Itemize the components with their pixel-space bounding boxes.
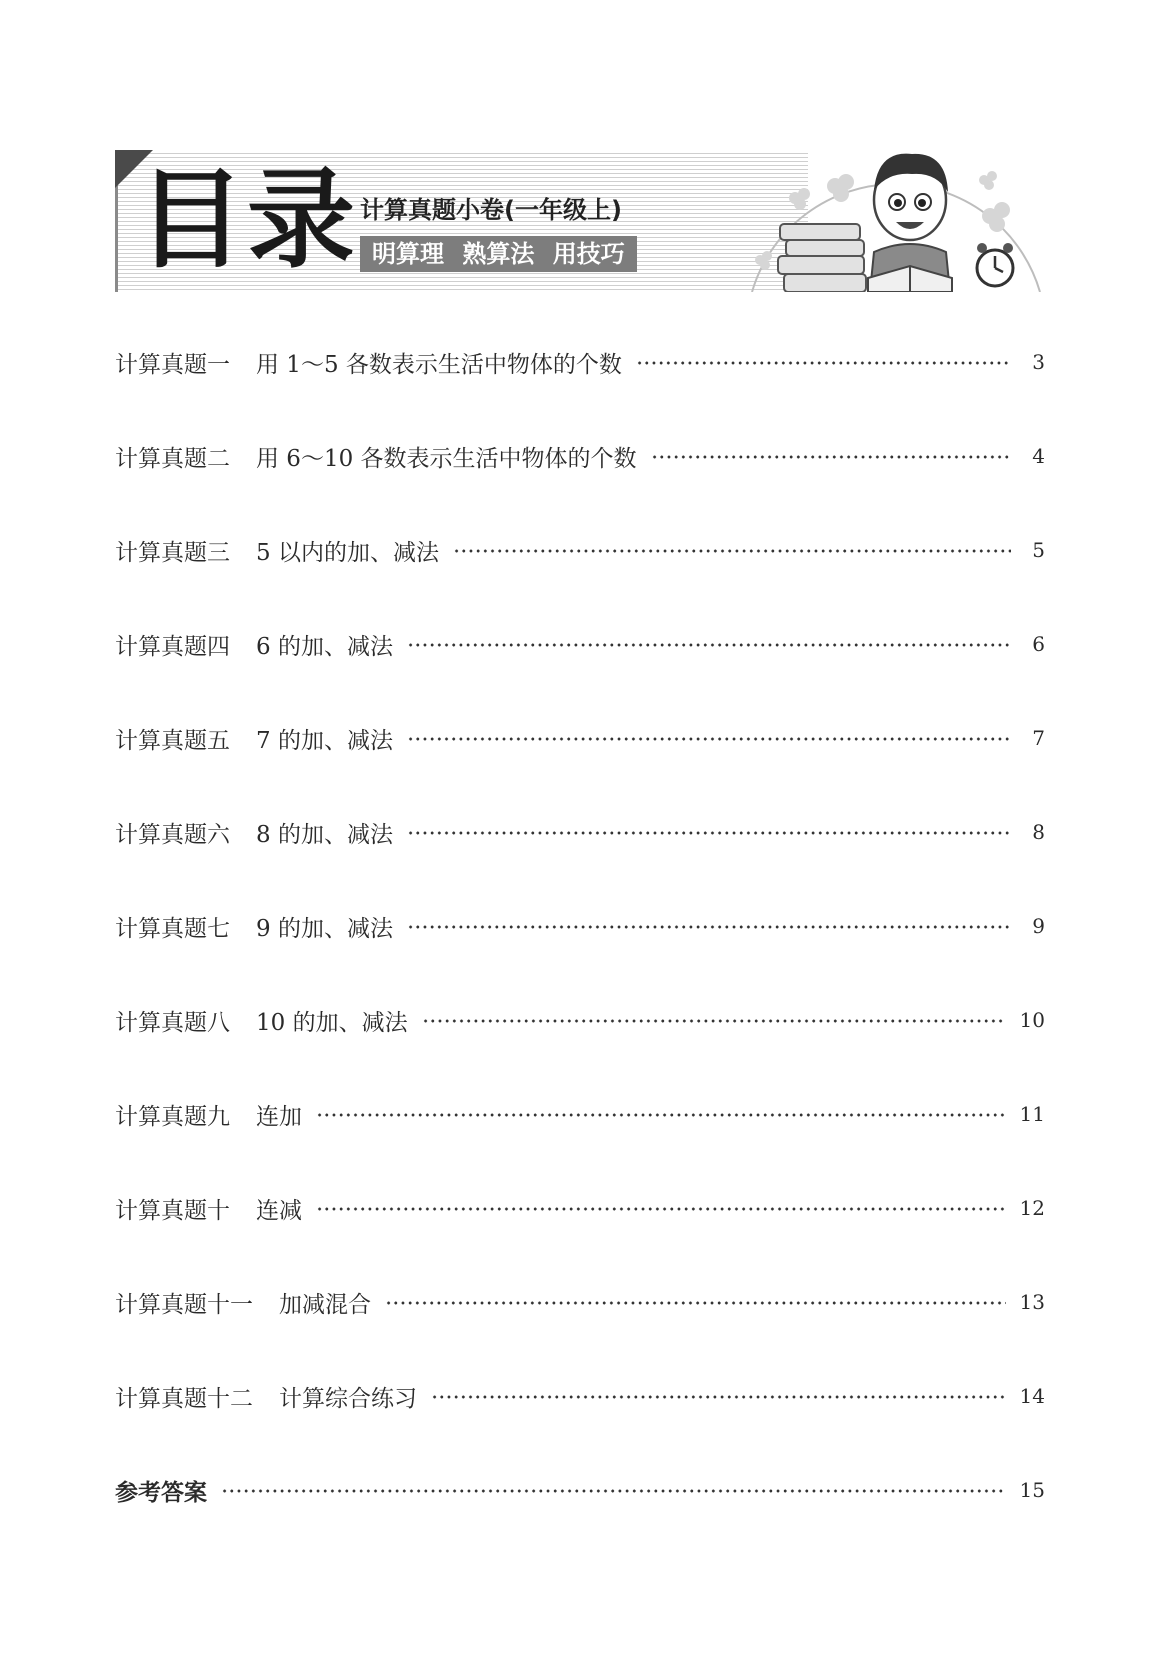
toc-label: 计算真题十 [115,1197,230,1224]
toc-leader-dots [407,831,1011,835]
toc-page-number: 13 [1019,1290,1045,1314]
toc-title: 连减 [256,1197,302,1224]
book-stack-icon [778,224,866,292]
toc-label: 计算真题四 [115,633,230,660]
toc-page-number: 10 [1019,1008,1045,1032]
toc-leader-dots [407,643,1011,647]
toc-entry[interactable] [115,1000,1045,1040]
toc-title: 8 的加、减法 [256,821,393,848]
toc-title: 10 的加、减法 [256,1009,408,1036]
toc-title: 6 的加、减法 [256,633,393,660]
toc-label: 计算真题六 [115,821,230,848]
boy-icon [868,154,952,292]
boy-reading-illustration [740,128,1045,292]
toc-entry[interactable] [115,342,1045,382]
toc-leader-dots [407,925,1011,929]
toc-label: 计算真题十二 [115,1385,253,1412]
toc-leader-dots [316,1207,1006,1211]
toc-label: 计算真题九 [115,1103,230,1130]
toc-title: 加减混合 [279,1291,371,1318]
toc-page-number: 4 [1032,444,1045,468]
toc-entry[interactable] [115,1094,1045,1134]
toc-title: 计算综合练习 [279,1385,417,1412]
toc-label: 参考答案 [115,1478,207,1506]
toc-leader-dots [636,361,1011,365]
toc-leader-dots [385,1301,1006,1305]
toc-entry-answers[interactable] [115,1470,1045,1510]
toc-page-number: 15 [1019,1478,1045,1502]
toc-entry[interactable] [115,1188,1045,1228]
toc-page-number: 3 [1032,350,1045,374]
toc-entry[interactable] [115,812,1045,852]
toc-label: 计算真题五 [115,727,230,754]
toc-label: 计算真题二 [115,445,230,472]
toc-title: 9 的加、减法 [256,915,393,942]
toc-label: 计算真题七 [115,915,230,942]
toc-leader-dots [221,1489,1006,1493]
toc-entry[interactable] [115,718,1045,758]
toc-entry[interactable] [115,436,1045,476]
toc-title: 连加 [256,1103,302,1130]
toc-leader-dots [422,1019,1006,1023]
toc-title: 7 的加、减法 [256,727,393,754]
toc-label: 计算真题三 [115,539,230,566]
toc-label: 计算真题十一 [115,1291,253,1318]
toc-title: 用 1～5 各数表示生活中物体的个数 [256,351,622,378]
header-banner [115,150,1045,292]
toc-page-number: 11 [1019,1102,1045,1126]
toc-leader-dots [316,1113,1006,1117]
toc-page-number: 6 [1032,632,1045,656]
toc-leader-dots [431,1395,1006,1399]
toc-entry[interactable] [115,530,1045,570]
toc-entry[interactable] [115,906,1045,946]
toc-title: 5 以内的加、减法 [256,539,439,566]
toc-label: 计算真题一 [115,351,230,378]
book-subtitle: 计算真题小卷(一年级上) [360,196,622,224]
page-title: 目录 [137,158,358,283]
toc-entry[interactable] [115,1376,1045,1416]
toc-leader-dots [651,455,1011,459]
toc-page-number: 8 [1032,820,1045,844]
toc-page-number: 7 [1032,726,1045,750]
toc-page-number: 14 [1019,1384,1045,1408]
toc-page-number: 5 [1032,538,1045,562]
toc-leader-dots [407,737,1011,741]
toc-leader-dots [453,549,1011,553]
toc-entry[interactable] [115,624,1045,664]
toc-page-number: 9 [1032,914,1045,938]
toc-page-number: 12 [1019,1196,1045,1220]
toc-label: 计算真题八 [115,1009,230,1036]
toc-title: 用 6～10 各数表示生活中物体的个数 [256,445,637,472]
toc-entry[interactable] [115,1282,1045,1322]
book-tagline: 明算理 熟算法 用技巧 [360,236,637,272]
alarm-clock-icon [977,243,1013,286]
